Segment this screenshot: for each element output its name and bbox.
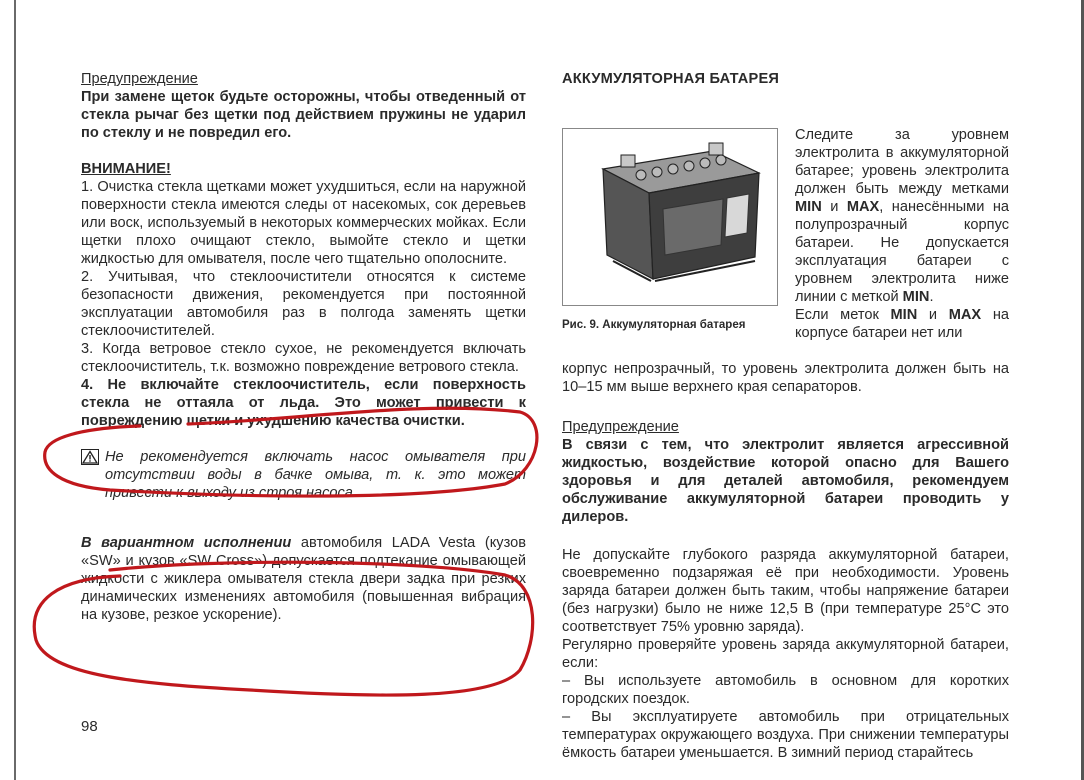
variant-text: автомобиля LADA Vesta (кузов «SW» и кузов «SW Cross») допускается подтекание омывающей жидкости с жиклера омывателя стекла двери задка при резких динамических изменениях автомобиля (повышенная вибрация на кузове, резкое ускорение). [81, 535, 526, 623]
warning-text: При замене щеток будьте осторожны, чтобы отведенный от стекла рычаг без щетки под действием пружины не ударил по стеклу и не повредил его. [81, 89, 526, 141]
page-left-edge [14, 0, 16, 780]
battery-figure [562, 128, 778, 306]
electrolyte-text-4b: на корпусе батареи нет или [795, 307, 1009, 341]
variant-paragraph [81, 534, 526, 624]
section-title: АККУМУЛЯТОРНАЯ БАТАРЕЯ [562, 71, 780, 87]
min-label: MIN [795, 199, 822, 215]
check-item-2: – Вы эксплуатируете автомобиль при отрицательных температурах окружающего воздуха. При снижении температуры ёмкость батареи уменьшается. В зимний период старайтесь [562, 709, 1009, 761]
pump-note [81, 448, 526, 502]
attention-item-3: 3. Когда ветровое стекло сухое, не рекомендуется включать стеклоочиститель, т.к. возможно повреждение ветрового стекла. [81, 341, 526, 375]
check-paragraph: Регулярно проверяйте уровень заряда аккумуляторной батареи, если: [562, 637, 1009, 671]
electrolyte-text-2: , нанесёнными на полупрозрачный корпус батареи. Не допускается эксплуатация батареи с уровнем электролита ниже линии с меткой [795, 199, 1009, 305]
electrolyte-text-4a: Если меток [795, 307, 891, 323]
left-column [81, 70, 526, 624]
discharge-paragraph: Не допускайте глубокого разряда аккумуляторной батареи, своевременно подзаряжая её при необходимости. Уровень заряда батареи должен быть таким, чтобы напряжение батареи (без нагрузки) было не ниже 12,5 В (при температуре 25°С это соответствует 75% уровню заряда). [562, 547, 1009, 635]
electrolyte-wrap-text: корпус непрозрачный, то уровень электролита должен быть на 10–15 мм выше верхнего края сепараторов. [562, 361, 1009, 395]
attention-item-1: 1. Очистка стекла щетками может ухудшиться, если на наружной поверхности стекла имеются следы от насекомых, сок деревьев или воск, используемый в некоторых коммерческих мойках. Если щетки плохо очищают стекло, вымойте стекло и щетки жидкостью для омывателя, после чего тщательно ополосните. [81, 179, 526, 267]
figure-caption: Рис. 9. Аккумуляторная батарея [562, 319, 746, 331]
right-column [562, 70, 1009, 762]
check-item-1: – Вы используете автомобиль в основном для коротких городских поездок. [562, 673, 1009, 707]
and-text: и [821, 199, 847, 215]
variant-lead: В вариантном исполнении [81, 535, 292, 551]
attention-title: ВНИМАНИЕ! [81, 161, 171, 177]
electrolyte-text-3: . [929, 289, 934, 305]
max-label: MAX [846, 199, 880, 215]
warning-title: Предупреждение [81, 71, 198, 87]
max-label-2: MAX [948, 307, 982, 323]
and-text-2: и [917, 307, 949, 323]
page-number: 98 [81, 718, 98, 735]
battery-figure-block [562, 88, 1009, 360]
electrolyte-text [795, 126, 1009, 342]
attention-item-4: 4. Не включайте стеклоочиститель, если поверхность стекла не оттаяла от льда. Это может привести к повреждению щетки и ухудшению качества очистки. [81, 377, 526, 429]
warning-triangle-icon [81, 449, 99, 465]
pump-note-text: Не рекомендуется включать насос омывателя при отсутствии воды в бачке омыва, т. к. это может привести к выходу из строя насоса. [105, 449, 526, 501]
right-warning-text: В связи с тем, что электролит является агрессивной жидкостью, воздействие которой опасно для Вашего здоровья и для деталей автомобиля, рекомендуем обслуживание аккумуляторной батареи проводить у дилеров. [562, 437, 1009, 525]
min-label-2: MIN [902, 289, 930, 305]
right-warning-title: Предупреждение [562, 419, 679, 435]
electrolyte-text-1: Следите за уровнем электролита в аккумуляторной батарее; уровень электролита должен быть между метками [795, 127, 1009, 197]
min-label-3: MIN [890, 307, 918, 323]
battery-illustration [563, 129, 777, 305]
attention-item-2: 2. Учитывая, что стеклоочистители относятся к системе безопасности движения, рекомендуется при постоянной эксплуатации автомобиля раз в полгода заменять щетки стеклоочистителей. [81, 269, 526, 339]
